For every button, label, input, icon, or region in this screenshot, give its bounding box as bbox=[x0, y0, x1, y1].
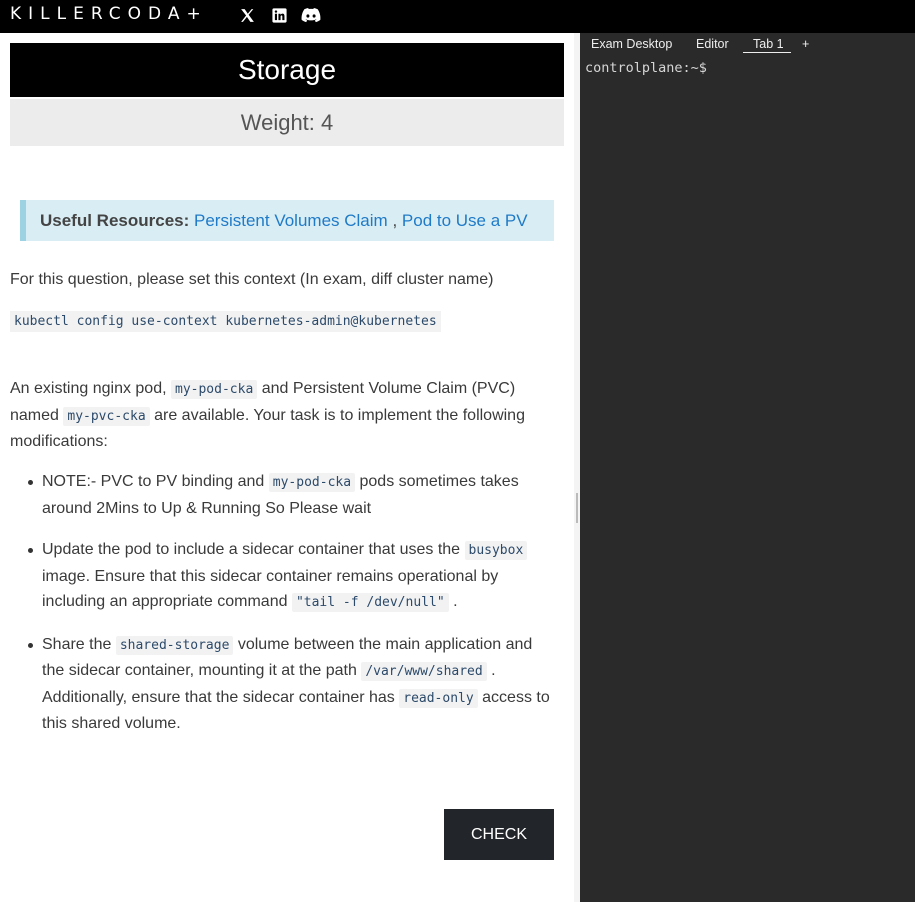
list-item bbox=[10, 469, 555, 521]
task-text: Share the bbox=[42, 635, 116, 653]
linkedin-icon[interactable] bbox=[269, 5, 289, 25]
code-pod-name[interactable]: my-pod-cka bbox=[269, 473, 355, 492]
code-shared-storage[interactable]: shared-storage bbox=[116, 636, 234, 655]
x-icon[interactable] bbox=[237, 5, 257, 25]
list-item bbox=[10, 632, 555, 737]
code-mount-path[interactable]: /var/www/shared bbox=[361, 662, 486, 681]
intro-text-3: are available. Your task is to implement the following modifications: bbox=[10, 406, 525, 450]
tab-exam-desktop[interactable]: Exam Desktop bbox=[591, 37, 673, 51]
resources-label: Useful Resources: bbox=[40, 211, 190, 230]
terminal-prompt[interactable]: controlplane:~$ bbox=[585, 60, 707, 76]
task-text: . Additionally, ensure that the sidecar container has bbox=[42, 662, 496, 706]
code-tail-command[interactable]: "tail -f /dev/null" bbox=[292, 593, 449, 612]
check-button[interactable]: CHECK bbox=[444, 809, 554, 860]
resize-grip[interactable] bbox=[576, 493, 578, 523]
terminal-panel[interactable] bbox=[580, 33, 915, 902]
tab-editor[interactable]: Editor bbox=[696, 37, 729, 51]
context-command[interactable]: kubectl config use-context kubernetes-admin@kubernetes bbox=[10, 311, 441, 332]
task-text: pods sometimes takes around 2Mins to Up & Running So Please wait bbox=[42, 473, 519, 517]
code-read-only[interactable]: read-only bbox=[399, 689, 477, 708]
code-busybox[interactable]: busybox bbox=[465, 541, 528, 560]
killercoda-logo[interactable]: KILLERCODA+ bbox=[10, 4, 208, 24]
code-pvc-name[interactable]: my-pvc-cka bbox=[63, 407, 149, 426]
context-instruction: For this question, please set this context (In exam, diff cluster name) bbox=[10, 271, 494, 288]
task-text: Update the pod to include a sidecar container that uses the bbox=[42, 541, 465, 558]
task-text: volume between the main application and the sidecar container, mounting it at the path bbox=[42, 635, 533, 679]
add-tab-button[interactable]: + bbox=[802, 37, 810, 51]
resources-separator: , bbox=[392, 211, 398, 230]
task-text: image. Ensure that this sidecar container remains operational by including an appropriate command bbox=[42, 567, 499, 610]
terminal-tabs bbox=[580, 33, 915, 55]
top-bar bbox=[0, 0, 915, 33]
task-intro bbox=[10, 376, 558, 455]
weight-label: Weight: 4 bbox=[10, 99, 564, 146]
page-title: Storage bbox=[10, 43, 564, 97]
code-pod-name[interactable]: my-pod-cka bbox=[171, 380, 257, 399]
task-list bbox=[10, 469, 555, 753]
link-persistent-volumes-claim[interactable]: Persistent Volumes Claim bbox=[194, 211, 388, 230]
list-item bbox=[10, 537, 555, 616]
intro-text-1: An existing nginx pod, bbox=[10, 380, 171, 397]
task-text: . bbox=[448, 593, 458, 610]
discord-icon[interactable] bbox=[301, 5, 321, 25]
task-text: NOTE:- PVC to PV binding and bbox=[42, 473, 269, 490]
task-text: access to this shared volume. bbox=[42, 688, 550, 732]
question-panel bbox=[0, 33, 574, 902]
tab-tab1[interactable]: Tab 1 bbox=[743, 37, 791, 53]
link-pod-to-use-pv[interactable]: Pod to Use a PV bbox=[401, 211, 528, 230]
intro-text-2: and Persistent Volume Claim (PVC) named bbox=[10, 380, 516, 424]
useful-resources-box bbox=[20, 200, 554, 241]
